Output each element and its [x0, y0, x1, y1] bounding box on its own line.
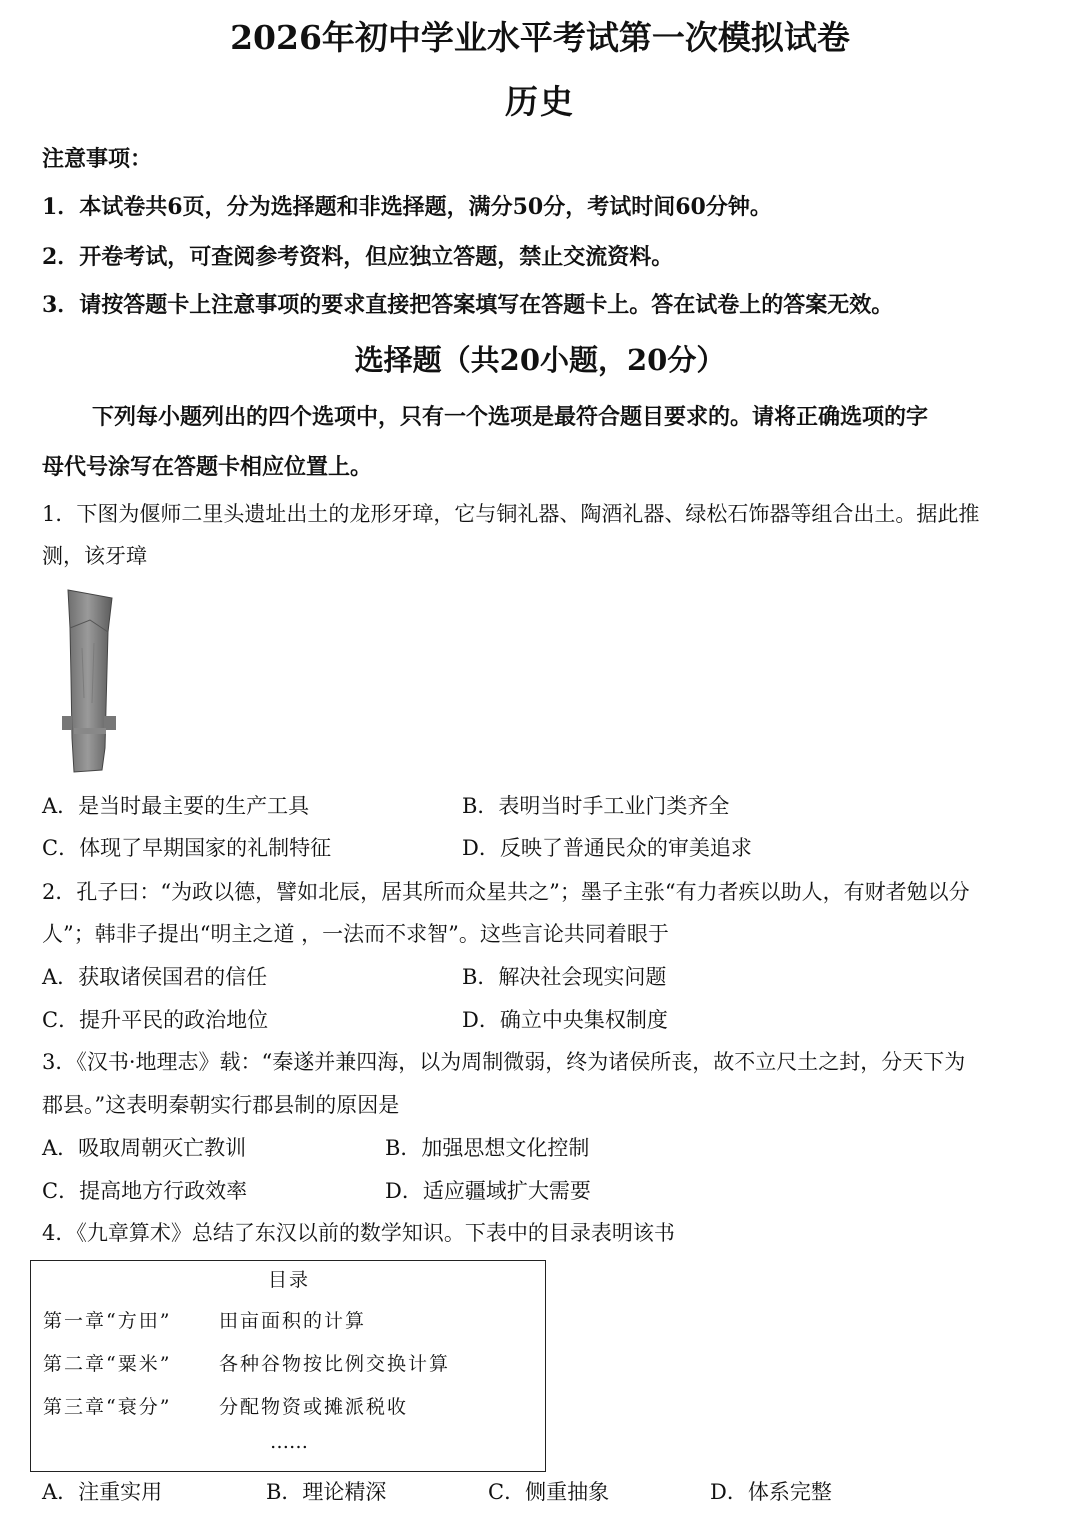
toc-chapter: 第二章“粟米”: [43, 1353, 172, 1375]
q3-option-a: A．吸取周朝灭亡教训: [42, 1136, 247, 1160]
q2-stem-line2: 人”；韩非子提出“明主之道 ，一法而不求智”。这些言论共同着眼于: [42, 922, 669, 946]
toc-row: [43, 1349, 450, 1376]
jade-zhang-artifact-icon: [62, 588, 118, 774]
q3-option-d: D．适应疆域扩大需要: [385, 1179, 591, 1203]
toc-desc: 各种谷物按比例交换计算: [219, 1353, 451, 1375]
section-title: 选择题（共20小题，20分）: [354, 343, 726, 377]
q4-option-c: C．侧重抽象: [488, 1480, 610, 1504]
q1-stem-line1: 1．下图为偃师二里头遗址出土的龙形牙璋，它与铜礼器、陶酒礼器、绿松石饰器等组合出土。据此推: [42, 502, 980, 526]
q3-stem-line2: 郡县。”这表明秦朝实行郡县制的原因是: [42, 1093, 400, 1117]
q4-stem-line1: 4．《九章算术》总结了东汉以前的数学知识。下表中的目录表明该书: [42, 1221, 675, 1245]
table-of-contents-box: [30, 1260, 546, 1472]
q1-option-a: A．是当时最主要的生产工具: [42, 794, 310, 818]
q3-option-c: C．提高地方行政效率: [42, 1179, 248, 1203]
q1-stem-line2: 测，该牙璋: [42, 544, 147, 568]
section-instruction-line2: 母代号涂写在答题卡相应位置上。: [42, 454, 373, 480]
q2-stem-line1: 2．孔子曰：“为政以德，譬如北辰，居其所而众星共之”；墨子主张“有力者疾以助人，有财者勉以分: [42, 880, 970, 904]
toc-desc: 田亩面积的计算: [219, 1310, 367, 1332]
toc-desc: 分配物资或摊派税收: [219, 1396, 409, 1418]
q2-option-c: C．提升平民的政治地位: [42, 1008, 269, 1032]
q1-option-b: B．表明当时手工业门类齐全: [462, 794, 730, 818]
toc-title: 目录: [267, 1269, 310, 1291]
toc-row: [43, 1306, 366, 1333]
q3-option-b: B．加强思想文化控制: [385, 1136, 590, 1160]
notice-item-1: 1．本试卷共6页，分为选择题和非选择题，满分50分，考试时间60分钟。: [42, 194, 772, 220]
toc-chapter: 第三章“衰分”: [43, 1396, 172, 1418]
q1-option-d: D．反映了普通民众的审美追求: [462, 836, 752, 860]
q1-option-c: C．体现了早期国家的礼制特征: [42, 836, 332, 860]
toc-chapter: 第一章“方田”: [43, 1310, 172, 1332]
toc-ellipsis: ……: [270, 1431, 308, 1453]
notice-item-2: 2．开卷考试，可查阅参考资料，但应独立答题，禁止交流资料。: [42, 244, 674, 270]
q4-option-a: A．注重实用: [42, 1480, 163, 1504]
q4-option-d: D．体系完整: [710, 1480, 832, 1504]
toc-row: [43, 1392, 408, 1419]
notice-item-3: 3．请按答题卡上注意事项的要求直接把答案填写在答题卡上。答在试卷上的答案无效。: [42, 292, 894, 318]
notice-heading: 注意事项：: [42, 146, 153, 172]
q2-option-a: A．获取诸侯国君的信任: [42, 965, 268, 989]
subject-title: 历史: [505, 82, 575, 121]
section-instruction-line1: 下列每小题列出的四个选项中，只有一个选项是最符合题目要求的。请将正确选项的字: [92, 404, 929, 430]
q2-option-d: D．确立中央集权制度: [462, 1008, 668, 1032]
q2-option-b: B．解决社会现实问题: [462, 965, 667, 989]
q3-stem-line1: 3．《汉书·地理志》载：“秦遂并兼四海，以为周制微弱，终为诸侯所丧，故不立尺土之封，分天下为: [42, 1050, 966, 1074]
q4-option-b: B．理论精深: [266, 1480, 387, 1504]
exam-title: 2026年初中学业水平考试第一次模拟试卷: [230, 18, 850, 57]
